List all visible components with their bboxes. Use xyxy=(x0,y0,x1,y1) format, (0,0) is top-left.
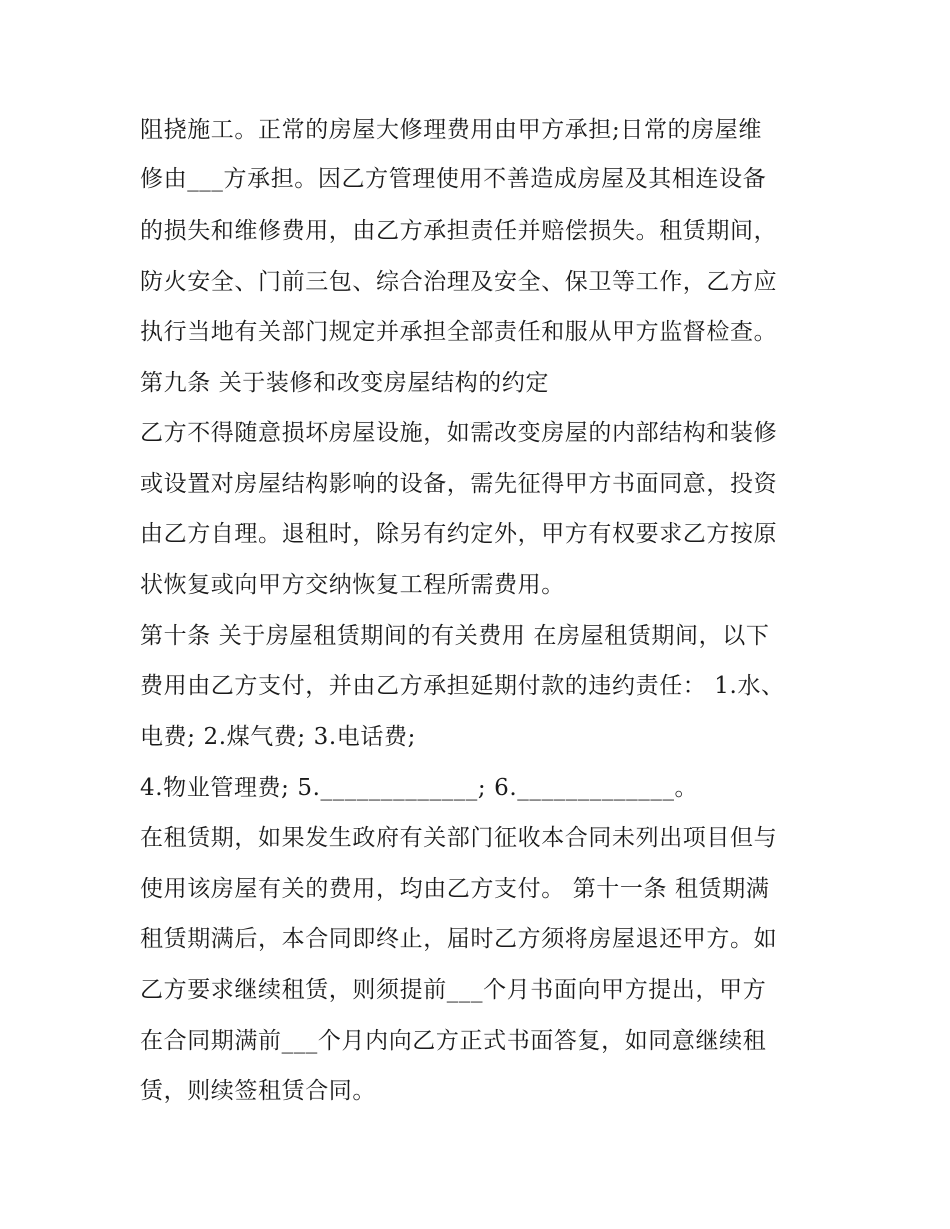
text-line-7: 乙方不得随意损坏房屋设施，如需改变房屋的内部结构和装修 xyxy=(140,420,778,446)
text-line-8: 或设置对房屋结构影响的设备，需先征得甲方书面同意，投资 xyxy=(140,471,778,497)
text-line-3: 的损失和维修费用，由乙方承担责任并赔偿损失。租赁期间， xyxy=(140,218,778,244)
text-line-14: 4.物业管理费; 5._____________; 6._____________。 xyxy=(140,775,699,801)
text-line-4: 防火安全、门前三包、综合治理及安全、保卫等工作，乙方应 xyxy=(140,269,778,295)
section-heading-9: 第九条 关于装修和改变房屋结构的约定 xyxy=(140,370,550,396)
text-line-20: 赁，则续签租赁合同。 xyxy=(140,1078,376,1104)
text-line-15: 在租赁期，如果发生政府有关部门征收本合同未列出项目但与 xyxy=(140,825,778,851)
text-line-9: 由乙方自理。退租时，除另有约定外，甲方有权要求乙方按原 xyxy=(140,521,778,547)
section-heading-10: 第十条 关于房屋租赁期间的有关费用 在房屋租赁期间，以下 xyxy=(140,623,770,649)
text-line-17: 租赁期满后，本合同即终止，届时乙方须将房屋退还甲方。如 xyxy=(140,926,778,952)
text-line-5: 执行当地有关部门规定并承担全部责任和服从甲方监督检查。 xyxy=(140,319,778,345)
text-line-12: 费用由乙方支付，并由乙方承担延期付款的违约责任： 1.水、 xyxy=(140,673,785,699)
text-line-18: 乙方要求继续租赁，则须提前___个月书面向甲方提出，甲方 xyxy=(140,977,767,1003)
text-line-13: 电费; 2.煤气费; 3.电话费; xyxy=(140,724,416,750)
text-line-16: 使用该房屋有关的费用，均由乙方支付。 第十一条 租赁期满 xyxy=(140,876,770,902)
text-line-2: 修由___方承担。因乙方管理使用不善造成房屋及其相连设备 xyxy=(140,166,767,192)
text-line-19: 在合同期满前___个月内向乙方正式书面答复，如同意继续租 xyxy=(140,1028,767,1054)
text-line-1: 阻挠施工。正常的房屋大修理费用由甲方承担;日常的房屋维 xyxy=(140,117,762,143)
text-line-10: 状恢复或向甲方交纳恢复工程所需费用。 xyxy=(140,572,565,598)
